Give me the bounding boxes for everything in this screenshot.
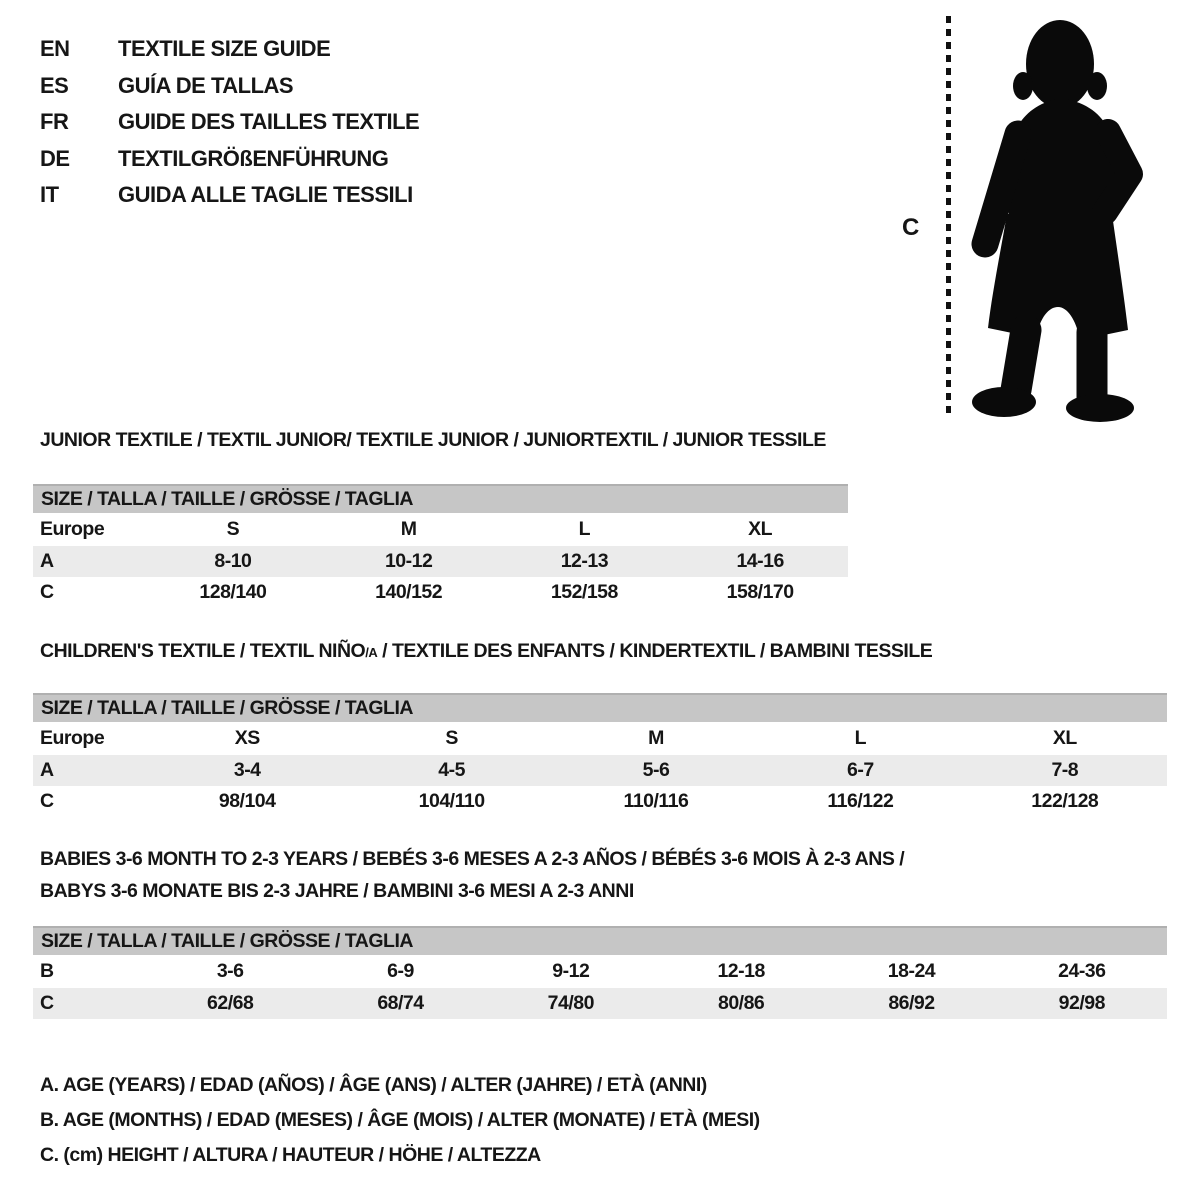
size-cell: L [578, 518, 591, 540]
size-header-bar: SIZE / TALLA / TAILLE / GRÖSSE / TAGLIA [33, 484, 848, 513]
size-cell: 14-16 [736, 550, 784, 572]
babies-size-table [33, 955, 1167, 1019]
size-cell: 12-18 [717, 960, 765, 982]
size-cell: 6-9 [387, 960, 414, 982]
language-code: EN [40, 36, 70, 62]
legend-line-age-years: A. AGE (YEARS) / EDAD (AÑOS) / ÂGE (ANS) / ALTER (JAHRE) / ETÀ (ANNI) [40, 1074, 707, 1096]
size-cell: 116/122 [827, 790, 894, 812]
row-label: A [40, 759, 54, 781]
language-row [40, 104, 419, 141]
section-title-text: / TEXTILE DES ENFANTS / KINDERTEXTIL / BAMBINI TESSILE [377, 640, 933, 662]
size-cell: XS [234, 727, 260, 749]
table-row [33, 722, 1167, 755]
size-cell: 98/104 [218, 790, 276, 812]
section-title-subscript: /A [365, 645, 378, 660]
language-code: FR [40, 109, 69, 135]
height-dashed-line [946, 16, 951, 418]
row-label: C [40, 790, 54, 812]
table-row [33, 955, 1167, 988]
language-row [40, 31, 419, 68]
size-cell: 80/86 [717, 992, 765, 1014]
size-cell: 158/170 [726, 581, 794, 603]
row-label: Europe [40, 727, 105, 749]
children-size-table [33, 722, 1167, 817]
size-cell: 128/140 [199, 581, 267, 603]
section-title: JUNIOR TEXTILE / TEXTIL JUNIOR/ TEXTILE JUNIOR / JUNIORTEXTIL / JUNIOR TESSILE [40, 429, 826, 451]
row-label: C [40, 581, 54, 603]
height-measure-label: C [902, 214, 919, 241]
section-title [33, 843, 1167, 907]
section-title [33, 640, 1167, 664]
size-cell: 110/116 [623, 790, 689, 812]
size-cell: 92/98 [1058, 992, 1105, 1014]
language-guide-title: TEXTILE SIZE GUIDE [118, 36, 331, 62]
row-label: A [40, 550, 54, 572]
size-cell: S [226, 518, 240, 540]
row-label: Europe [40, 518, 105, 540]
size-cell: 8-10 [214, 550, 252, 572]
size-cell: 10-12 [384, 550, 433, 572]
size-cell: 4-5 [438, 759, 465, 781]
language-title-list [40, 31, 419, 214]
section-children-textile [33, 640, 1167, 817]
size-cell: 5-6 [642, 759, 670, 781]
section-title-line-1: BABIES 3-6 MONTH TO 2-3 YEARS / BEBÉS 3-6 MESES A 2-3 AÑOS / BÉBÉS 3-6 MOIS À 2-3 ANS / [40, 848, 905, 870]
size-cell: L [854, 727, 867, 749]
size-cell: 3-6 [216, 960, 244, 982]
section-title-line-2: BABYS 3-6 MONATE BIS 2-3 JAHRE / BAMBINI 3-6 MESI A 2-3 ANNI [40, 880, 634, 902]
size-cell: 68/74 [377, 992, 424, 1014]
language-code: IT [40, 182, 59, 208]
size-cell: 6-7 [847, 759, 874, 781]
language-row [40, 177, 419, 214]
size-cell: 24-36 [1058, 960, 1106, 982]
table-row [33, 786, 1167, 817]
size-cell: 86/92 [888, 992, 935, 1014]
size-cell: XL [748, 518, 773, 540]
size-cell: 104/110 [418, 790, 485, 812]
size-cell: 62/68 [207, 992, 254, 1014]
language-row [40, 141, 419, 178]
language-guide-title: GUIDE DES TAILLES TEXTILE [118, 109, 420, 135]
junior-size-table [33, 513, 848, 608]
section-babies-textile [33, 843, 1167, 1019]
language-guide-title: GUIDA ALLE TAGLIE TESSILI [118, 182, 413, 208]
language-guide-title: GUÍA DE TALLAS [118, 72, 294, 98]
language-guide-title: TEXTILGRÖßENFÜHRUNG [118, 145, 389, 171]
table-row [33, 988, 1167, 1019]
section-junior-textile [33, 429, 848, 608]
size-cell: 12-13 [560, 550, 609, 572]
row-label: B [40, 960, 54, 982]
size-cell: M [648, 727, 664, 749]
size-cell: 140/152 [375, 581, 443, 603]
legend [40, 1068, 760, 1173]
size-cell: M [400, 518, 417, 540]
table-row [33, 546, 848, 577]
size-header-bar: SIZE / TALLA / TAILLE / GRÖSSE / TAGLIA [33, 926, 1167, 955]
size-header-bar: SIZE / TALLA / TAILLE / GRÖSSE / TAGLIA [33, 693, 1167, 722]
size-cell: XL [1052, 727, 1077, 749]
table-row [33, 755, 1167, 786]
size-cell: 7-8 [1051, 759, 1079, 781]
size-cell: 18-24 [887, 960, 936, 982]
language-row [40, 68, 419, 105]
legend-line-height-cm: C. (cm) HEIGHT / ALTURA / HAUTEUR / HÖHE / ALTEZZA [40, 1144, 541, 1166]
language-code: DE [40, 145, 70, 171]
size-cell: S [445, 727, 458, 749]
size-cell: 9-12 [552, 960, 590, 982]
legend-line-age-months: B. AGE (MONTHS) / EDAD (MESES) / ÂGE (MOIS) / ALTER (MONATE) / ETÀ (MESI) [40, 1109, 760, 1131]
table-row [33, 577, 848, 608]
size-cell: 74/80 [547, 992, 594, 1014]
section-title-text: CHILDREN'S TEXTILE / TEXTIL NIÑO [40, 640, 366, 662]
language-code: ES [40, 72, 69, 98]
table-row [33, 513, 848, 546]
size-cell: 152/158 [550, 581, 618, 603]
size-cell: 3-4 [233, 759, 261, 781]
size-cell: 122/128 [1031, 790, 1099, 812]
row-label: C [40, 992, 54, 1014]
toddler-silhouette-icon [962, 12, 1148, 422]
